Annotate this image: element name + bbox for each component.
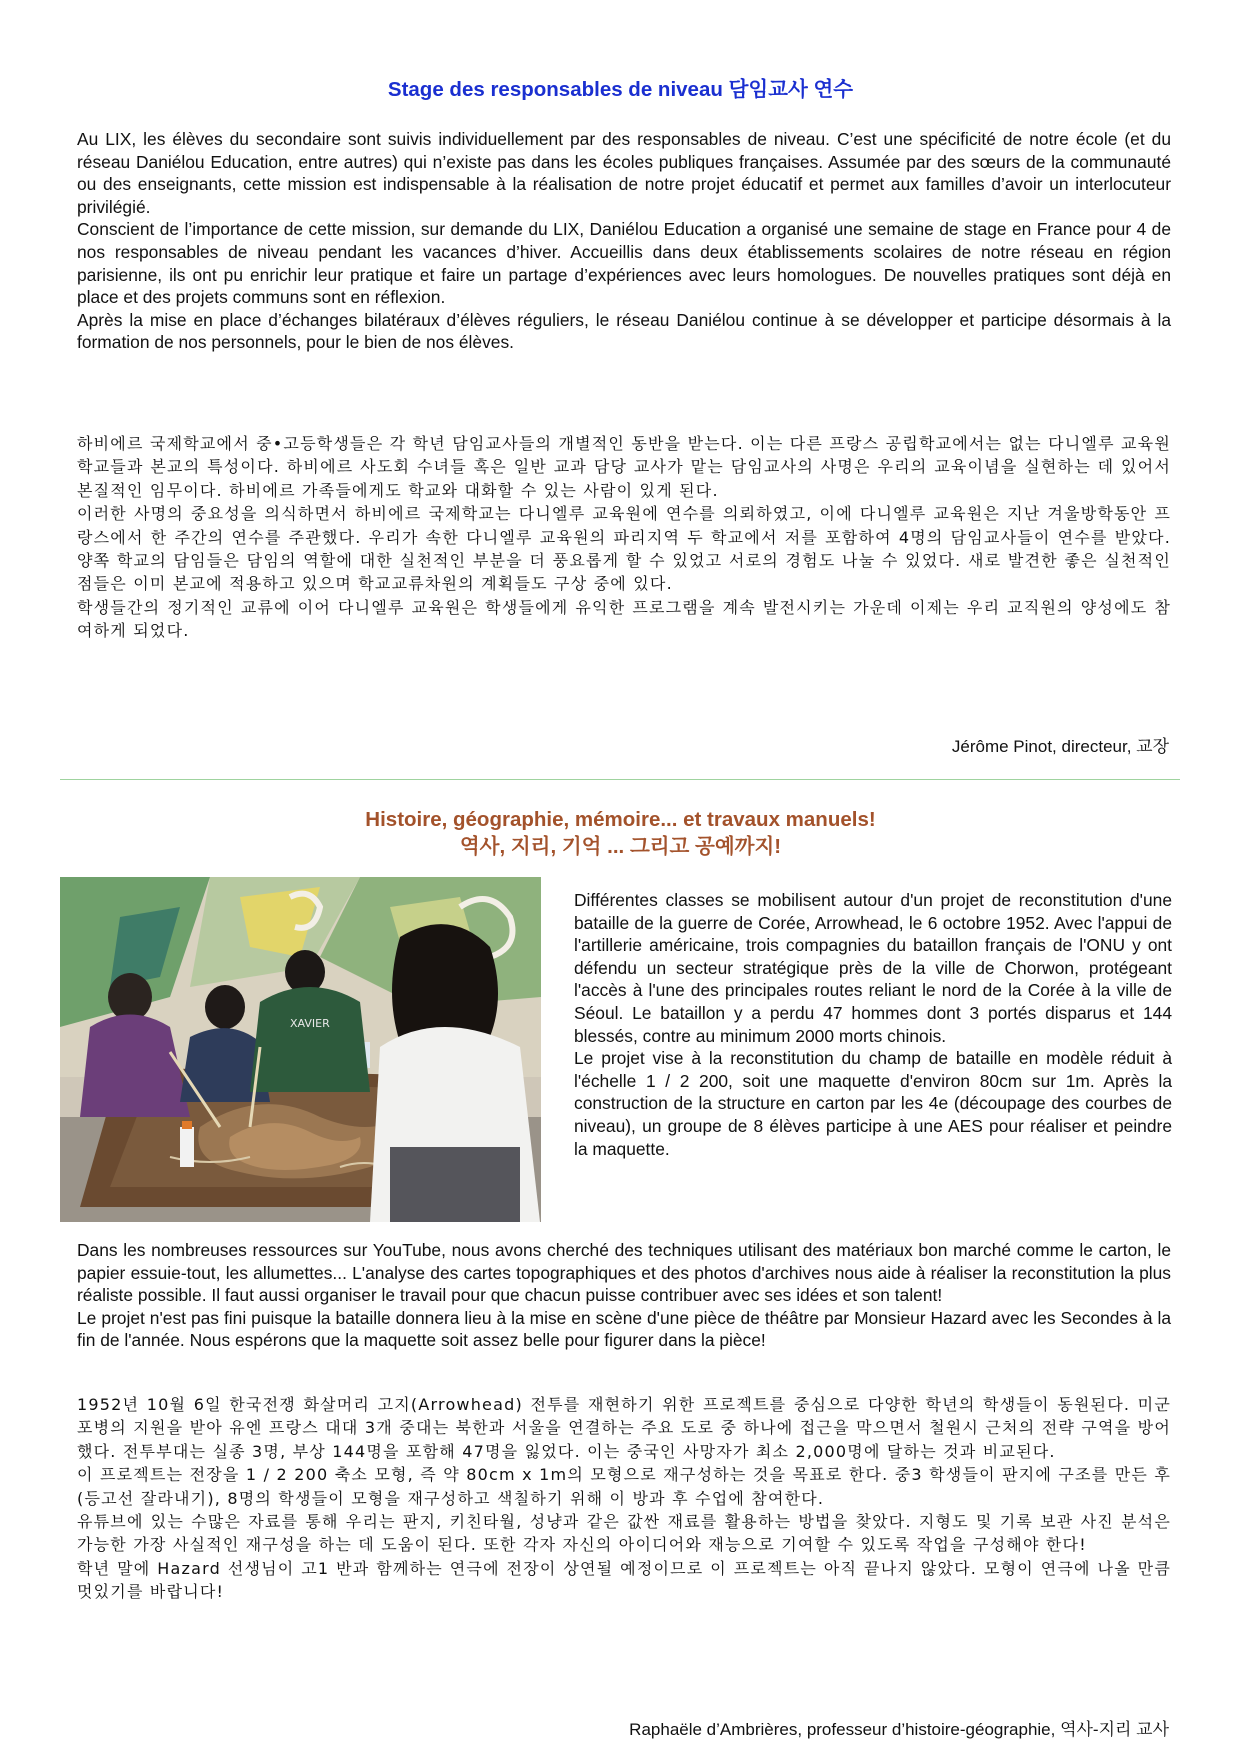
section2-ko-text — [77, 1393, 1171, 1604]
paragraph: Le projet vise à la reconstitution du champ de bataille en modèle réduit à l'échelle 1 / 2 200, soit une maquette d'environ 80cm sur 1m. Après la construction de la structure en carton par les 4e (découpage des courbes de niveau), un groupe de 8 élèves participe à une AES pour réaliser et peindre la maquette. — [574, 1048, 1172, 1159]
section2-title-ko: 역사, 지리, 기억 ... 그리고 공예까지! — [459, 835, 782, 858]
section1-signature: Jérôme Pinot, directeur, 교장 — [951, 737, 1169, 756]
section2-fr-text — [77, 1239, 1171, 1352]
paragraph: Conscient de l’importance de cette mission, sur demande du LIX, Daniélou Education a organisé une semaine de stage en France pour 4 de nos responsables de niveau pendant les vacances d’hiver. Accueillis dans deux établissements scolaires de notre réseau en région parisienne, ils ont pu enrichir leur pratique et faire un partage d’expériences avec leurs homologues. De nouvelles pratiques sont déjà en place et des projets communs sont en réflexion. — [77, 219, 1171, 308]
paragraph: 유튜브에 있는 수많은 자료를 통해 우리는 판지, 키친타월, 성냥과 같은 값싼 재료를 활용하는 방법을 찾았다. 지형도 및 기록 보관 사진 분석은 가능한 가장 사실적인 재구성을 하는 데 도움이 된다. 또한 각자 자신의 아이디어와 재능으로 기여할 수 있도록 작업을 구성해야 한다! — [77, 1512, 1171, 1555]
paragraph: 학생들간의 정기적인 교류에 이어 다니엘루 교육원은 학생들에게 유익한 프로그램을 계속 발전시키는 가운데 이제는 우리 교직원의 양성에도 참여하게 되었다. — [77, 597, 1171, 641]
section2-side-text — [574, 889, 1172, 1160]
svg-text:XAVIER: XAVIER — [290, 1017, 330, 1030]
paragraph: 1952년 10월 6일 한국전쟁 화살머리 고지(Arrowhead) 전투를 재현하기 위한 프로젝트를 중심으로 다양한 학년의 학생들이 동원된다. 미군 포병의 지원을 받아 유엔 프랑스 대대 3개 중대는 북한과 서울을 연결하는 주요 도로 중 하나에 접근을 막으면서 철원시 근처의 전략 구역을 방어했다. 전투부대는 실종 3명, 부상 144명을 포함해 47명을 잃었다. 이는 중국인 사망자가 최소 2,000명에 달하는 것과 비교된다. — [77, 1395, 1171, 1461]
section1-ko-text — [77, 432, 1171, 643]
paragraph: Au LIX, les élèves du secondaire sont suivis individuellement par des responsables de niveau. C’est une spécificité de notre école (et du réseau Daniélou Education, entre autres) qui n’existe pas dans les écoles publiques françaises. Assumée par des sœurs de la communauté ou des enseignants, cette mission est indispensable à la réalisation de notre projet éducatif et permet aux familles d’avoir un interlocuteur privilégié. — [77, 129, 1171, 217]
paragraph: 이 프로젝트는 전장을 1 / 2 200 축소 모형, 즉 약 80cm x 1m의 모형으로 재구성하는 것을 목표로 한다. 중3 학생들이 판지에 구조를 만든 후 (등고선 잘라내기), 8명의 학생들이 모형을 재구성하고 색칠하기 위해 이 방과 후 수업에 참여한다. — [77, 1465, 1171, 1508]
section1-title: Stage des responsables de niveau 담임교사 연수 — [387, 78, 854, 101]
paragraph: 학년 말에 Hazard 선생님이 고1 반과 함께하는 연극에 전장이 상연될 예정이므로 이 프로젝트는 아직 끝나지 않았다. 모형이 연극에 나올 만큼 멋있기를 바랍니다! — [77, 1558, 1171, 1602]
students-model-photo — [60, 877, 541, 1222]
paragraph: Le projet n'est pas fini puisque la bataille donnera lieu à la mise en scène d'une pièce de théâtre par Monsieur Hazard avec les Secondes à la fin de l'année. Nous espérons que la maquette soit assez belle pour figurer dans la pièce! — [77, 1307, 1171, 1351]
section-divider — [60, 779, 1180, 780]
paragraph: 하비에르 국제학교에서 중•고등학생들은 각 학년 담임교사들의 개별적인 동반을 받는다. 이는 다른 프랑스 공립학교에서는 없는 다니엘루 교육원 학교들과 본교의 특성이다. 하비에르 사도회 수녀들 혹은 일반 교과 담당 교사가 맡는 담임교사의 사명은 우리의 교육이념을 실현하는 데 있어서 본질적인 임무이다. 하비에르 가족들에게도 학교와 대화할 수 있는 사람이 있게 된다. — [77, 434, 1171, 500]
paragraph: Après la mise en place d’échanges bilatéraux d’élèves réguliers, le réseau Daniélou continue à se développer et participe désormais à la formation de nos personnels, pour le bien de nos élèves. — [77, 309, 1171, 353]
section2-title-fr: Histoire, géographie, mémoire... et travaux manuels! — [365, 808, 876, 831]
paragraph: Dans les nombreuses ressources sur YouTube, nous avons cherché des techniques utilisant des matériaux bon marché comme le carton, le papier essuie-tout, les allumettes... L'analyse des cartes topographiques et des photos d'archives nous aide à réaliser la reconstitution la plus réaliste possible. Il faut aussi organiser le travail pour que chacun puisse contribuer avec ses idées et son talent! — [77, 1240, 1171, 1306]
section2-signature: Raphaële d’Ambrières, professeur d’histoire-géographie, 역사-지리 교사 — [629, 1720, 1169, 1739]
paragraph: Différentes classes se mobilisent autour d'un projet de reconstitution d'une bataille de la guerre de Corée, Arrowhead, le 6 octobre 1952. Avec l'appui de l'artillerie américaine, trois compagnies du bataillon français de l'ONU y ont défendu un secteur stratégique près de la ville de Chorwon, protégeant l'accès à l'une des principales routes reliant le nord de la Corée à la ville de Séoul. Le bataillon y a perdu 47 hommes dont 3 portés disparus et 144 blessés, contre au minimum 2000 morts chinois. — [574, 890, 1172, 1046]
section1-fr-text — [77, 128, 1171, 354]
paragraph: 이러한 사명의 중요성을 의식하면서 하비에르 국제학교는 다니엘루 교육원에 연수를 의뢰하였고, 이에 다니엘루 교육원은 지난 겨울방학동안 프랑스에서 한 주간의 연수를 주관했다. 우리가 속한 다니엘루 교육원의 파리지역 두 학교에서 저를 포함하여 4명의 담임교사들이 연수를 받았다. 양쪽 학교의 담임들은 담임의 역할에 대한 실천적인 부분을 더 풍요롭게 할 수 있었고 서로의 경험도 나눌 수 있었다. 새로 발견한 좋은 실천적인 점들은 이미 본교에 적용하고 있으며 학교교류차원의 계획들도 구상 중에 있다. — [77, 504, 1171, 594]
section2-title — [0, 806, 1241, 860]
